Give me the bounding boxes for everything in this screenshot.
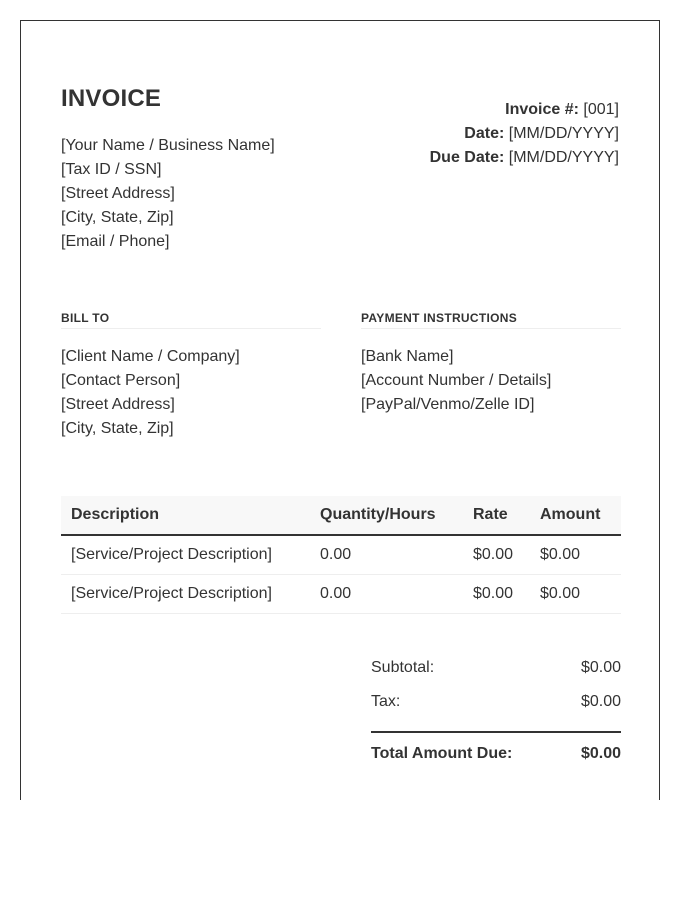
invoice-date-label: Date: [464,125,505,142]
table-header-row [61,496,621,535]
invoice-title: INVOICE [61,85,162,112]
client-city: [City, State, Zip] [61,420,174,437]
subtotal-value: $0.00 [580,659,621,676]
item-quantity: 0.00 [310,575,463,614]
invoice-due-label: Due Date: [429,149,505,166]
sender-street: [Street Address] [61,185,175,202]
column-header-amount: Amount [530,496,621,535]
column-header-rate: Rate [463,496,530,535]
bill-to-heading: BILL TO [61,311,321,329]
invoice-page [20,20,660,800]
invoice-due-row [430,146,619,170]
digital-payment-id: [PayPal/Venmo/Zelle ID] [361,396,535,413]
item-rate: $0.00 [463,575,530,614]
sender-name: [Your Name / Business Name] [61,137,275,154]
total-label: Total Amount Due: [371,745,513,762]
subtotal-label: Subtotal: [371,659,435,676]
tax-label: Tax: [371,693,401,710]
item-description: [Service/Project Description] [61,575,310,614]
sender-contact: [Email / Phone] [61,233,170,250]
client-name: [Client Name / Company] [61,348,240,365]
payment-instructions-heading: PAYMENT INSTRUCTIONS [361,311,621,329]
invoice-date-value: [MM/DD/YYYY] [508,125,619,142]
column-header-quantity: Quantity/Hours [310,496,463,535]
totals-section [371,651,621,771]
line-items-table [61,496,621,614]
invoice-number-value: [001] [583,101,619,118]
client-contact: [Contact Person] [61,372,181,389]
item-description: [Service/Project Description] [61,535,310,575]
invoice-due-value: [MM/DD/YYYY] [508,149,619,166]
total-value: $0.00 [580,745,621,762]
table-row [61,535,621,575]
bank-name: [Bank Name] [361,348,454,365]
tax-row [371,685,621,719]
invoice-number-row [430,98,619,122]
invoice-meta [430,98,619,170]
table-row [61,575,621,614]
item-amount: $0.00 [530,535,621,575]
tax-value: $0.00 [580,693,621,710]
payment-details [361,345,551,417]
item-amount: $0.00 [530,575,621,614]
client-street: [Street Address] [61,396,175,413]
bill-to-details [61,345,240,441]
subtotal-row [371,651,621,685]
sender-tax-id: [Tax ID / SSN] [61,161,162,178]
sender-details [61,134,275,254]
invoice-number-label: Invoice #: [505,101,579,118]
sender-city: [City, State, Zip] [61,209,174,226]
item-rate: $0.00 [463,535,530,575]
column-header-description: Description [61,496,310,535]
item-quantity: 0.00 [310,535,463,575]
total-row [371,731,621,771]
account-details: [Account Number / Details] [361,372,552,389]
invoice-date-row [430,122,619,146]
